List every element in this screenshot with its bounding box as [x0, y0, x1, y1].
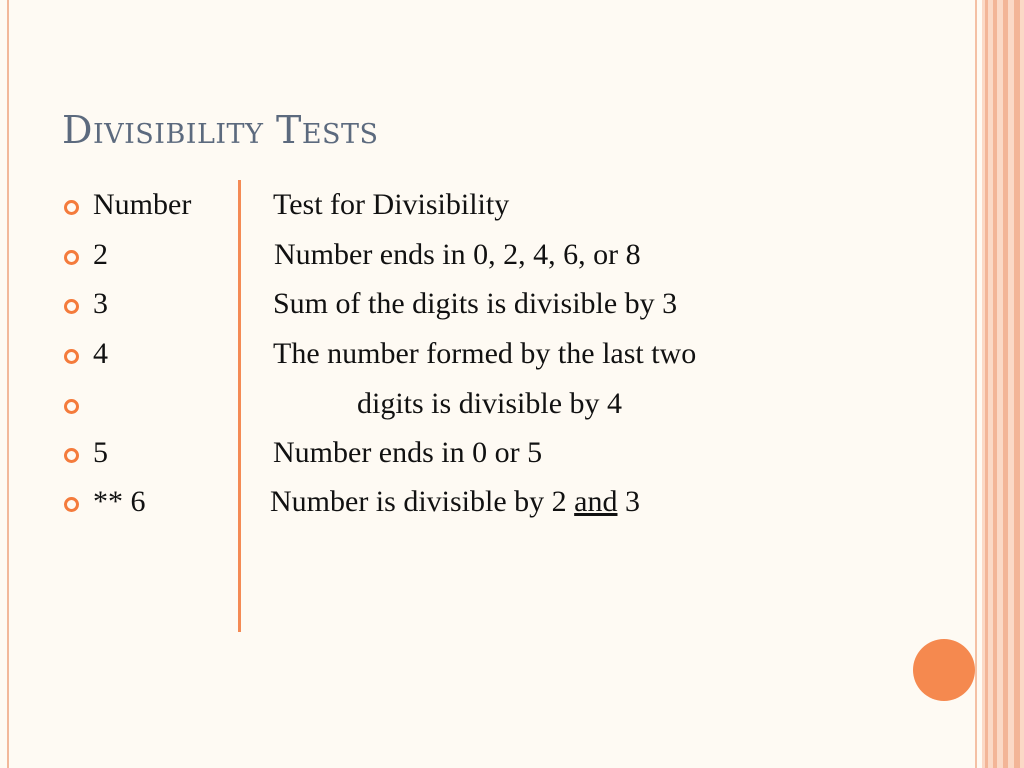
test-text: Number is divisible by 2 — [270, 485, 575, 518]
test-cell: Number ends in 0 or 5 — [273, 436, 543, 469]
list-item-header — [0, 188, 960, 228]
list-item — [0, 287, 960, 327]
number-cell: Number — [93, 188, 192, 221]
test-cell: Test for Divisibility — [273, 188, 510, 221]
bullet-icon — [64, 497, 79, 512]
number-cell: 4 — [93, 337, 108, 370]
stripe — [1003, 0, 1008, 768]
slide-title: Divisibility Tests — [62, 108, 379, 152]
stripe — [985, 0, 988, 768]
list-item — [0, 387, 960, 427]
number-cell: ** 6 — [93, 485, 146, 518]
bullet-icon — [64, 250, 79, 265]
bullet-icon — [64, 399, 79, 414]
test-cell: digits is divisible by 4 — [357, 387, 623, 420]
number-cell: 3 — [93, 287, 108, 320]
test-cell: Sum of the digits is divisible by 3 — [273, 287, 678, 320]
list-item — [0, 337, 960, 377]
bullet-icon — [64, 349, 79, 364]
decorative-circle — [913, 639, 975, 701]
list-item — [0, 436, 960, 476]
number-cell: 5 — [93, 436, 108, 469]
bullet-icon — [64, 448, 79, 463]
stripe — [993, 0, 997, 768]
test-cell: The number formed by the last two — [273, 337, 697, 370]
list-item — [0, 485, 960, 525]
test-text: 3 — [617, 485, 640, 518]
emphasis-text: and — [574, 485, 618, 518]
bullet-icon — [64, 200, 79, 215]
test-cell — [270, 485, 640, 519]
left-border-line — [7, 0, 9, 768]
bullet-icon — [64, 299, 79, 314]
test-cell: Number ends in 0, 2, 4, 6, or 8 — [274, 238, 641, 271]
right-border-line — [975, 0, 977, 768]
number-cell: 2 — [93, 238, 108, 271]
list-item — [0, 238, 960, 278]
stripe — [1014, 0, 1020, 768]
